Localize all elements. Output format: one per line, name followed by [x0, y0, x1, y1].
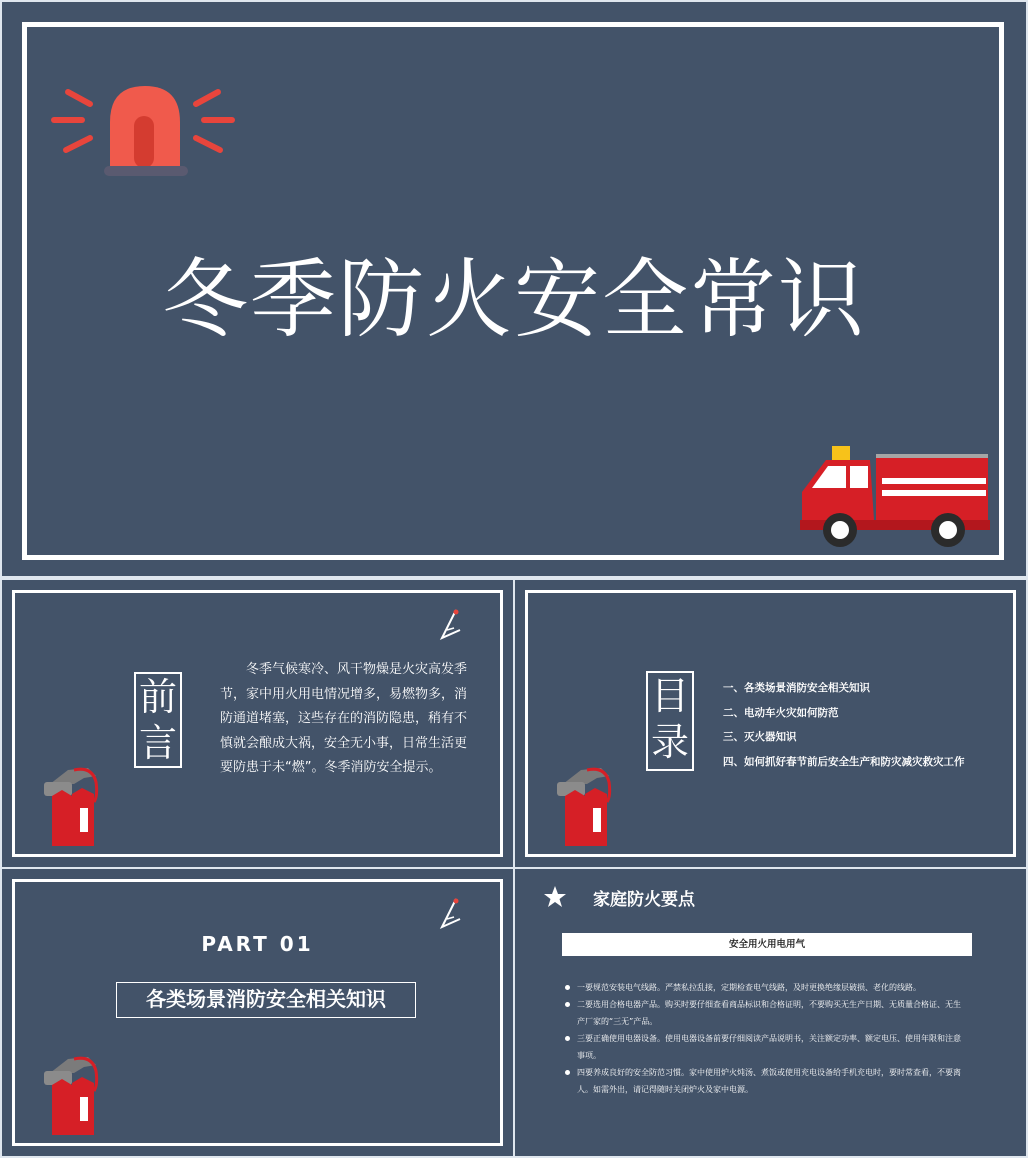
fire-extinguisher-icon [551, 762, 617, 846]
preface-text: 冬季气候寒冷、风干物燥是火灾高发季节，家中用火用电情况增多，易燃物多，消防通道堵塞，这些存在的消防隐患，稍有不慎就会酿成大祸，安全无小事，日常生活更要防患于未“燃”。冬季消防安全提示。 [220, 662, 468, 775]
list-item: 二要选用合格电器产品。购买时要仔细查看商品标识和合格证明，不要购买无生产日期、无质量合格证、无生产厂家的“三无”产品。 [563, 996, 963, 1030]
toc-item[interactable]: 四、如何抓好春节前后安全生产和防灾减灾救灾工作 [723, 755, 965, 768]
part-number: PART 01 [201, 932, 314, 956]
pen-icon [438, 897, 464, 931]
preface-heading [134, 672, 182, 768]
preface-heading-char: 言 [138, 721, 177, 765]
fire-truck-icon [798, 444, 994, 554]
toc-item[interactable]: 二、电动车火灾如何防范 [723, 706, 839, 719]
home-fire-title: 家庭防火要点 [593, 890, 695, 910]
toc-item[interactable]: 一、各类场景消防安全相关知识 [723, 682, 870, 694]
pen-icon [438, 608, 464, 642]
list-item: 四要养成良好的安全防范习惯。家中使用炉火炖汤、煮饭或使用充电设备给手机充电时，要时常查看，不要离人。如需外出，请记得随时关闭炉火及家中电源。 [563, 1064, 963, 1098]
toc-heading-char: 录 [650, 720, 689, 764]
toc-heading [646, 671, 694, 771]
siren-icon [48, 76, 238, 186]
star-icon [543, 885, 567, 909]
home-fire-points [563, 979, 963, 1098]
home-fire-bar: 安全用火用电用气 [562, 933, 972, 956]
toc-item[interactable]: 三、灭火器知识 [723, 731, 797, 743]
toc-heading-char: 目 [650, 674, 689, 718]
part-title: 各类场景消防安全相关知识 [116, 982, 416, 1018]
toc-list [723, 676, 965, 774]
fire-extinguisher-icon [38, 762, 104, 846]
cover-slide[interactable] [2, 2, 1026, 576]
fire-extinguisher-icon [38, 1051, 104, 1135]
list-item: 三要正确使用电器设备。使用电器设备前要仔细阅读产品说明书，关注额定功率、额定电压、使用年限和注意事项。 [563, 1030, 963, 1064]
preface-slide[interactable] [2, 580, 513, 867]
list-item: 一要规范安装电气线路。严禁私拉乱接，定期检查电气线路，及时更换绝缘层破损、老化的线路。 [563, 979, 963, 996]
preface-heading-char: 前 [138, 675, 177, 719]
part-slide[interactable] [2, 869, 513, 1156]
toc-slide[interactable] [515, 580, 1026, 867]
cover-title: 冬季防火安全常识 [162, 250, 866, 350]
home-fire-slide[interactable] [515, 869, 1026, 1156]
